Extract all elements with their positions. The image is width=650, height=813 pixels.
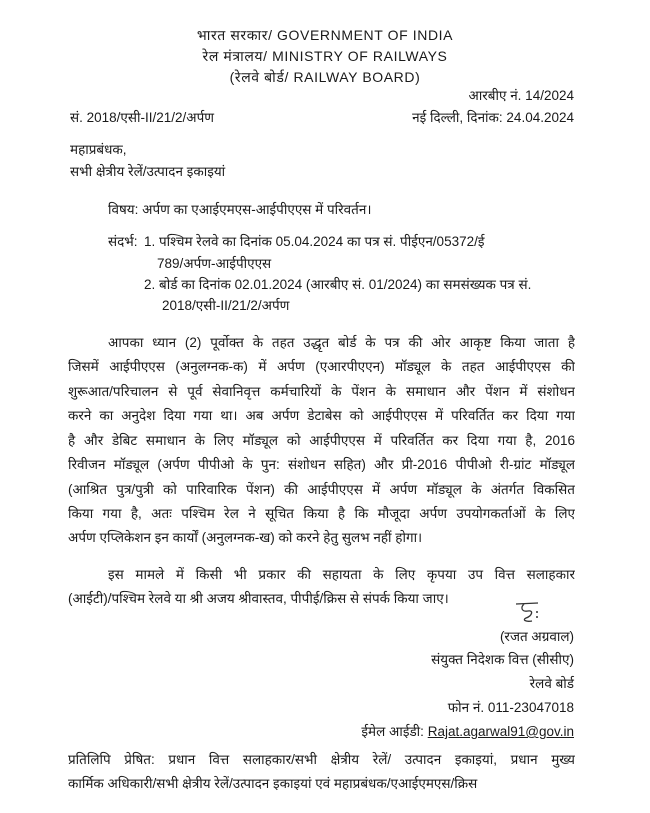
handwritten-signature <box>512 600 542 626</box>
reference-1-cont: 789/अर्पण-आईपीएएस <box>157 256 272 271</box>
reference-1: 1. पश्चिम रेलवे का दिनांक 05.04.2024 का पत्र सं. पीईएन/05372/ई <box>144 234 485 249</box>
addressee-line-1: महाप्रबंधक, <box>70 142 127 157</box>
subject: विषय: अर्पण का एआईएमएस-आईपीएएस में परिवर्तन। <box>108 202 372 217</box>
signatory-phone: फोन नं. 011-23047018 <box>447 700 574 715</box>
copy-to-line: प्रतिलिपि प्रेषित: प्रधान वित्त सलाहकार/सभी क्षेत्रीय रेलें/ उत्पादन इकाइयां, प्रधान मुख्य <box>68 752 575 767</box>
file-number: सं. 2018/एसी-II/21/2/अर्पण <box>70 110 215 125</box>
copy-to-line: कार्मिक अधिकारी/सभी क्षेत्रीय रेलें/उत्पादन इकाइयां एवं महाप्रबंधक/एआईएमएस/क्रिस <box>68 776 478 791</box>
signatory-office: रेलवे बोर्ड <box>529 676 574 691</box>
reference-2-cont: 2018/एसी-II/21/2/अर्पण <box>162 298 290 313</box>
email-link[interactable]: Rajat.agarwal91@gov.in <box>427 724 574 739</box>
paragraph-line: जिसमें आईपीएएस (अनुलग्नक-क) में अर्पण (एआरपीएएन) मॉड्यूल के तहत आईपीएएस की <box>68 359 575 374</box>
paragraph-line: शुरूआत/परिचालन से पूर्व सेवानिवृत्त कर्मचारियों के पेंशन के समाधान और पेंशन में संशोधन <box>68 384 575 399</box>
signatory-designation: संयुक्त निदेशक वित्त (सीसीए) <box>431 652 574 667</box>
paragraph-line: अर्पण एप्लिकेशन इन कार्यों (अनुलग्नक-ख) को करने हेतु सुलभ नहीं होगा। <box>68 530 423 545</box>
paragraph-line: (आश्रित पुत्र/पुत्री को पारिवारिक पेंशन) की आईपीएएस में अर्पण मॉड्यूल के अंतर्गत विकसित <box>68 482 575 497</box>
email-label: ईमेल आईडी: <box>361 724 424 739</box>
paragraph-line: रिवीजन मॉड्यूल (अर्पण पीपीओ के पुन: संशोधन सहित) और प्री-2016 पीपीओ री-ग्रांट मॉड्यूल <box>68 457 575 472</box>
letterhead-ministry: रेल मंत्रालय/ MINISTRY OF RAILWAYS <box>202 48 448 64</box>
reference-2: 2. बोर्ड का दिनांक 02.01.2024 (आरबीए सं. 01/2024) का समसंख्यक पत्र सं. <box>144 277 532 292</box>
addressee-line-2: सभी क्षेत्रीय रेलें/उत्पादन इकाइयां <box>70 164 226 179</box>
paragraph-line: किया गया है, अतः पश्चिम रेल ने सूचित किया है कि मौजूदा अर्पण उपयोगकर्ताओं के लिए <box>68 506 575 521</box>
rba-number: आरबीए नं. 14/2024 <box>468 88 574 103</box>
letterhead-board: (रेलवे बोर्ड/ RAILWAY BOARD) <box>229 69 421 85</box>
place-date: नई दिल्ली, दिनांक: 24.04.2024 <box>412 110 574 125</box>
paragraph-line: करने का अनुदेश दिया गया था। अब अर्पण डेटाबेस को आईपीएएस में परिवर्तित कर दिया गया <box>68 408 575 423</box>
paragraph-line: आपका ध्यान (2) पूर्वोक्त के तहत उद्धृत बोर्ड के पत्र की ओर आकृष्ट किया जाता है <box>108 335 575 350</box>
paragraph-line: इस मामले में किसी भी प्रकार की सहायता के लिए कृपया उप वित्त सलाहकार <box>108 567 575 582</box>
signatory-name: (रजत अग्रवाल) <box>499 629 574 644</box>
signatory-email-row <box>361 723 574 741</box>
references-label: संदर्भ: <box>108 234 138 249</box>
letterhead-government: भारत सरकार/ GOVERNMENT OF INDIA <box>196 27 454 43</box>
paragraph-line: (आईटी)/पश्चिम रेलवे या श्री अजय श्रीवास्तव, पीपीई/क्रिस से संपर्क किया जाए। <box>68 591 449 606</box>
paragraph-line: है और डेबिट समाधान के लिए मॉड्यूल को आईपीएएस में परिवर्तित कर दिया गया है, 2016 <box>68 433 575 448</box>
